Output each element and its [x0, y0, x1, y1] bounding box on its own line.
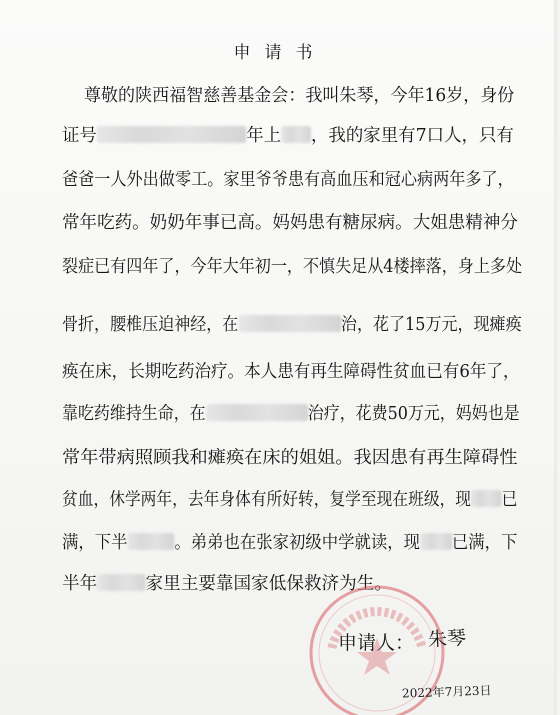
letter-line — [62, 362, 520, 382]
letter-line — [62, 448, 517, 468]
line-text: 家里主要靠国家低保救济为生。 — [145, 574, 392, 594]
letter-line — [62, 257, 522, 277]
line-text: 。弟弟也在张家初级中学就读，现 — [174, 533, 421, 553]
letter-line — [62, 404, 520, 424]
redacted-text-block — [281, 126, 311, 143]
line-text: 靠吃药维持生命，在 — [62, 404, 206, 424]
line-text: 常年带病照顾我和瘫痪在床的姐姐。我因患有再生障碍性 — [62, 448, 518, 468]
line-text: 治疗，花费50万元，妈妈也是 — [307, 404, 520, 424]
line-text: 尊敬的陕西福智慈善基金会：我叫朱琴，今年16岁，身份 — [84, 86, 515, 106]
letter-date: 2022年7月23日 — [401, 683, 492, 701]
redacted-text-block — [471, 490, 502, 507]
line-text: 满，下半 — [62, 533, 128, 553]
page-edge — [554, 0, 560, 715]
line-text: 贫血，休学两年，去年身体有所好转，复学至现在班级，现 — [62, 490, 472, 510]
redacted-text-block — [97, 574, 145, 591]
line-text: 裂症已有四年了，今年大年初一，不慎失足从4楼摔落，身上多处 — [62, 257, 523, 277]
line-text: 年上 — [246, 126, 282, 146]
line-text: 半年 — [62, 574, 98, 594]
signature-label: 申请人： — [338, 632, 415, 654]
redacted-text-block — [97, 126, 246, 143]
letter-line — [62, 126, 514, 146]
line-text: 骨折，腰椎压迫神经，在 — [62, 315, 239, 335]
letter-line — [62, 490, 517, 510]
letter-title: 申请书 — [233, 43, 327, 63]
letter-line — [62, 170, 514, 190]
line-text: 痪在床，长期吃药治疗。本人患有再生障碍性贫血已有6年了， — [62, 362, 520, 382]
line-text: 已 — [501, 490, 518, 510]
letter-line — [62, 213, 518, 233]
letter-line — [62, 533, 517, 553]
line-text: 证号 — [62, 126, 97, 146]
letter-line — [62, 315, 522, 335]
line-text: 已满，下 — [451, 533, 518, 553]
line-text: 爸爸一人外出做零工。家里爷爷患有高血压和冠心病两年多了， — [62, 170, 514, 190]
signature-name: 朱琴 — [427, 627, 467, 651]
redacted-text-block — [128, 533, 175, 550]
line-text: ，我的家里有7口人，只有 — [311, 126, 514, 146]
letter-line — [84, 86, 514, 106]
redacted-text-block — [238, 315, 341, 332]
line-text: 常年吃药。奶奶年事已高。妈妈患有糖尿病。大姐患精神分 — [62, 213, 518, 233]
redacted-text-block — [420, 533, 452, 550]
redacted-text-block — [206, 404, 308, 421]
line-text: 治，花了15万元，现瘫痪 — [340, 315, 522, 335]
